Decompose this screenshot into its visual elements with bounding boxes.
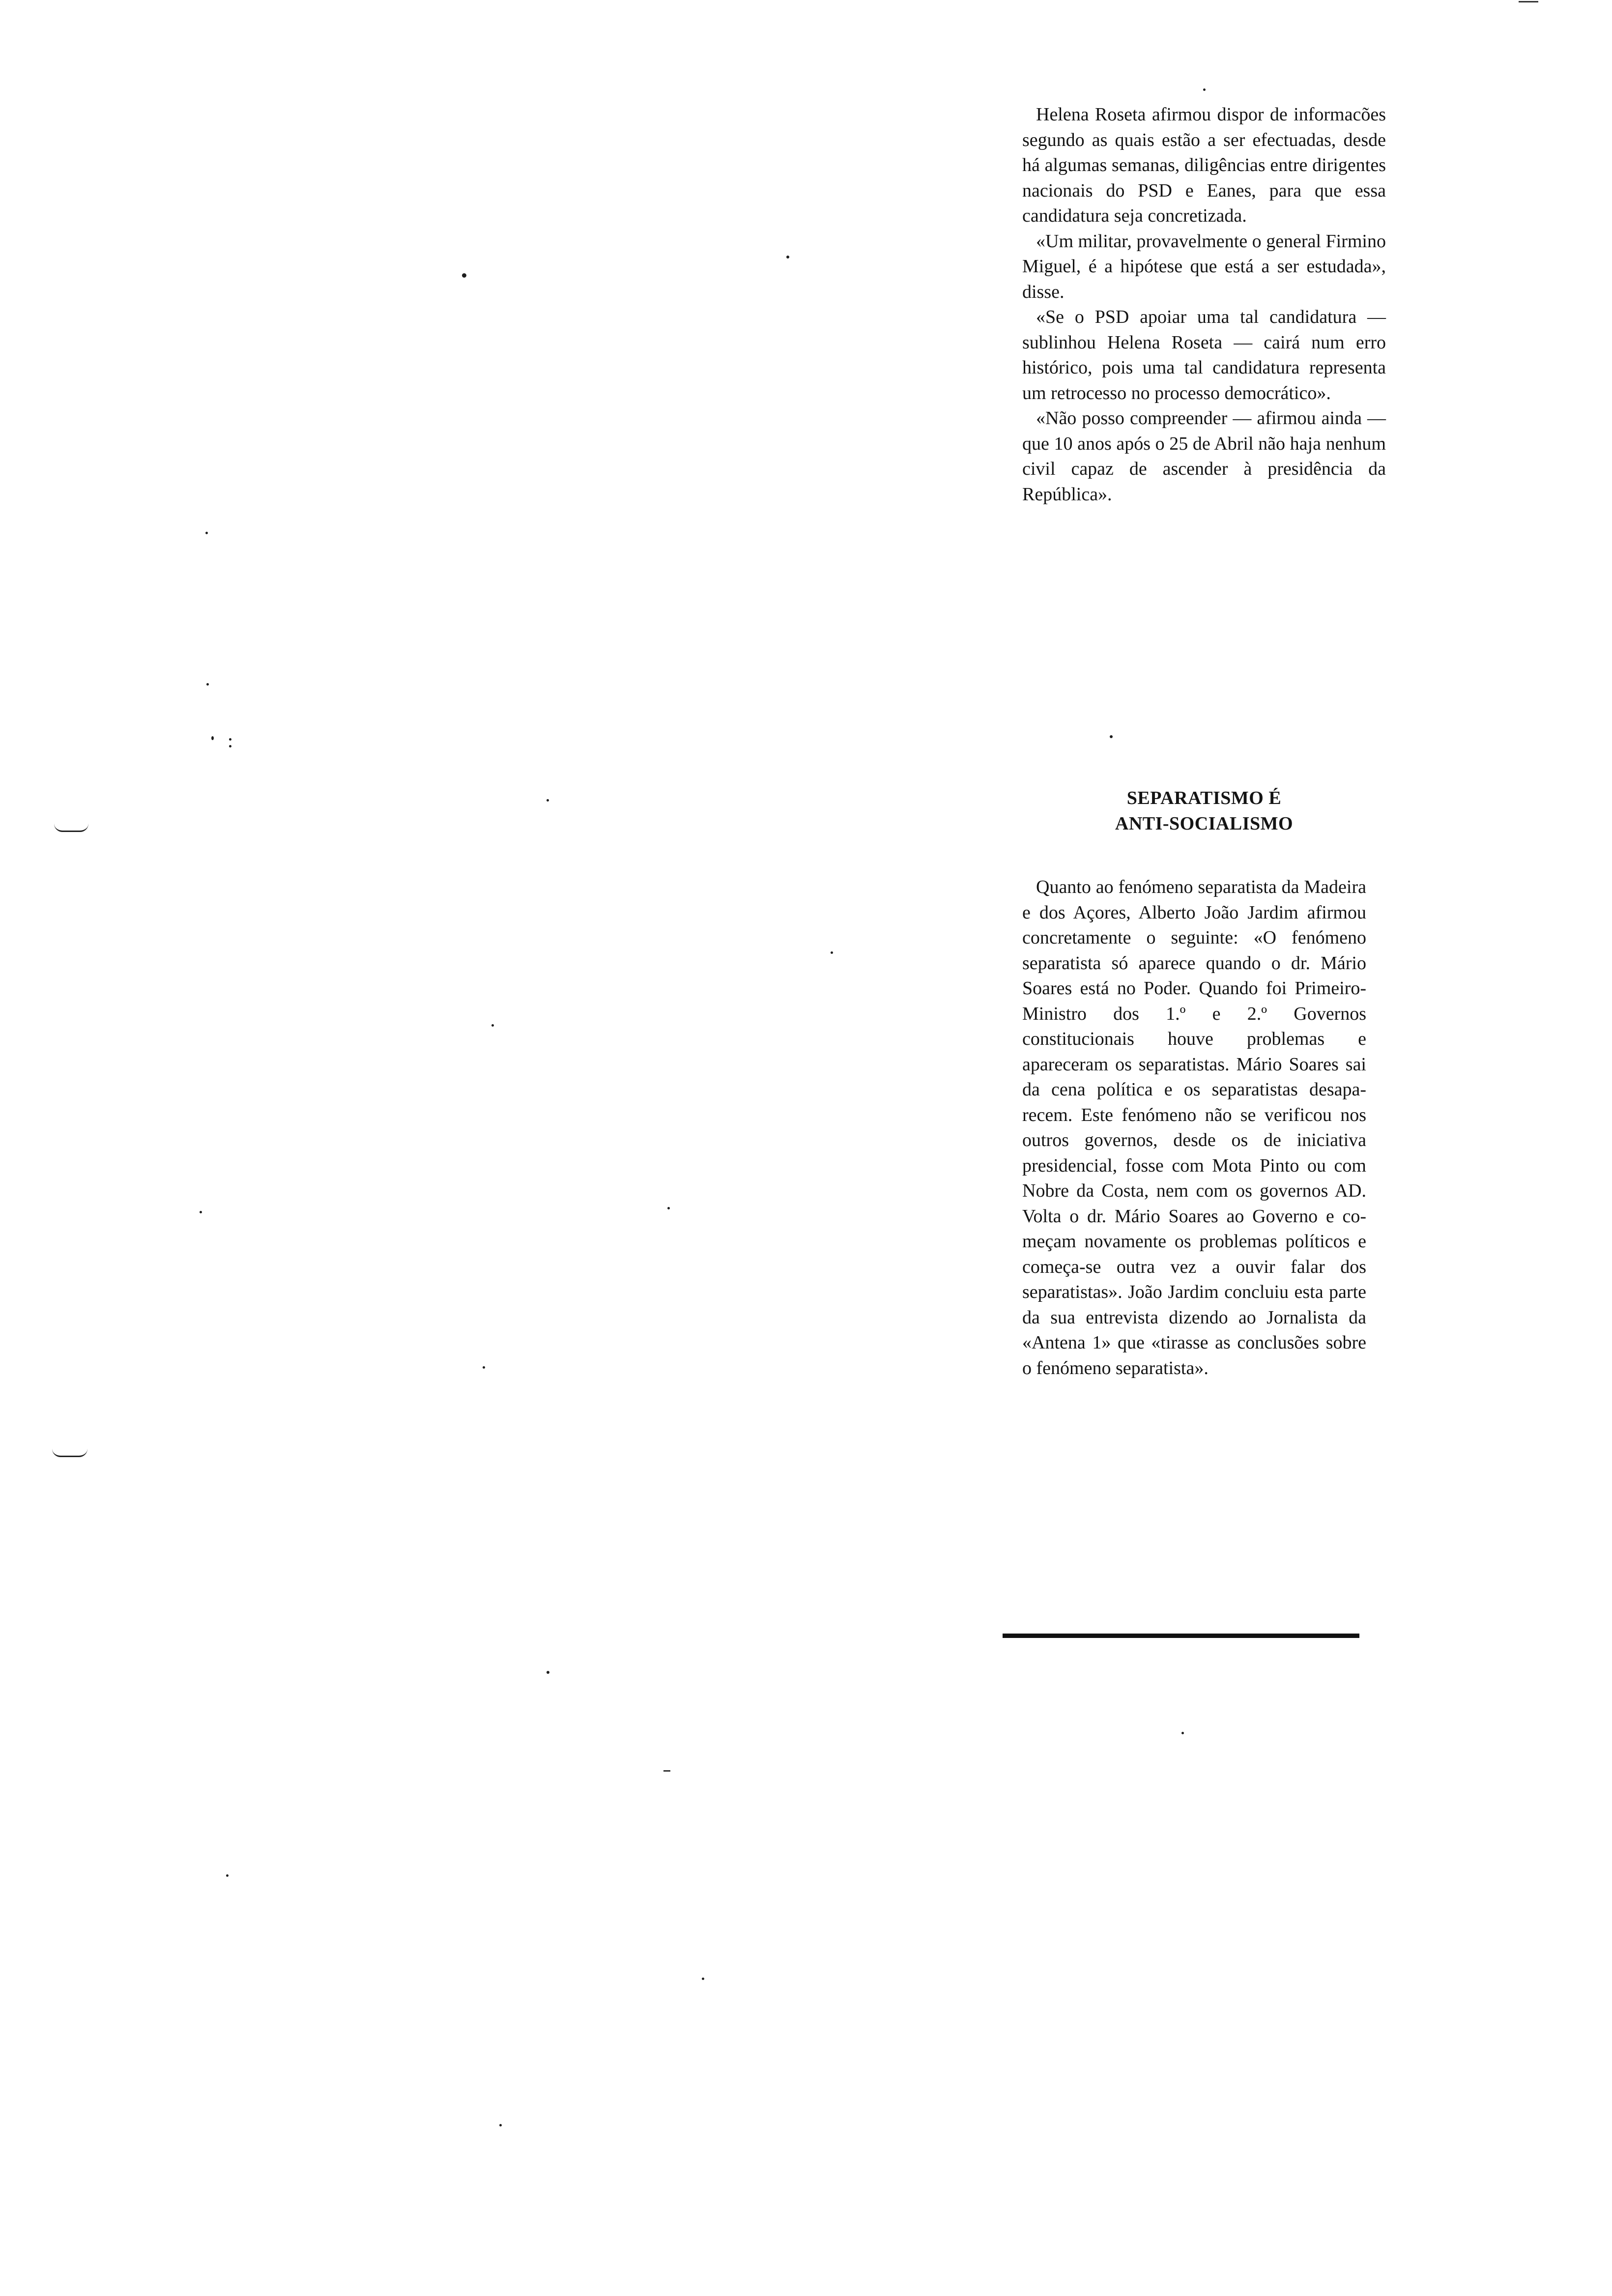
scan-speck — [226, 1874, 229, 1877]
article-column-bottom — [1022, 875, 1366, 1381]
paragraph: Quanto ao fenómeno separatista da Madeira e dos Açores, Alberto João Jardim afirmou concretamente o seguinte: «O fenómeno separatista só aparece quando o dr. Mário Soares está no Poder. Quando foi Primeiro-Ministro dos 1.º e 2.º Governos constitucionais houve problemas e apareceram os separatistas. Mário Soares sai da cena política e os separatistas desaparecem. Este fenómeno não se verificou nos outros governos, desde os de iniciativa presidencial, fosse com Mota Pinto ou com Nobre da Costa, nem com os governos AD. Volta o dr. Mário Soares ao Governo e começam novamente os problemas políticos e começa-se outra vez a ouvir falar dos separatistas». João Jardim concluiu esta parte da sua entrevista dizendo ao Jornalista da «Antena 1» que «tirasse as conclusões sobre o fenómeno separatista». — [1022, 877, 1366, 1378]
scan-speck — [491, 1024, 494, 1027]
paragraph: «Não posso compreender — afirmou ainda — que 10 anos após o 25 de Abril não haja nenhum civil capaz de ascender à presidência da República». — [1022, 408, 1386, 505]
scan-mark — [1519, 1, 1538, 2]
scan-speck — [1181, 1732, 1184, 1734]
scan-speck — [786, 256, 789, 258]
scan-speck — [200, 1211, 202, 1213]
article-column-top — [1022, 102, 1386, 507]
scan-speck — [1203, 88, 1206, 91]
scan-speck — [205, 532, 208, 534]
scan-speck — [229, 745, 231, 747]
scan-speck — [667, 1207, 670, 1209]
section-heading — [1032, 785, 1376, 836]
scan-speck — [702, 1978, 704, 1980]
scan-speck — [831, 951, 833, 954]
scan-mark — [52, 1449, 87, 1457]
scan-speck — [483, 1366, 485, 1369]
scan-speck — [1110, 735, 1113, 738]
article-end-rule — [1003, 1634, 1359, 1638]
scan-speck — [211, 736, 214, 740]
paragraph: «Um militar, provavelmente o general Firmino Miguel, é a hipótese que está a ser estudada», disse. — [1022, 230, 1386, 302]
scan-speck — [462, 273, 466, 278]
scan-speck — [499, 2124, 502, 2126]
scan-mark — [663, 1770, 670, 1772]
scan-speck — [547, 1671, 549, 1674]
paragraph: «Se o PSD apoiar uma tal candidatura — sublinhou Helena Roseta — cairá num erro histórico, pois uma tal candidatura representa um retrocesso no processo democrático». — [1022, 307, 1386, 403]
scan-speck — [206, 683, 209, 686]
scan-mark — [54, 824, 88, 832]
scan-speck — [229, 738, 231, 741]
scan-speck — [547, 799, 549, 802]
section-heading-line-1: SEPARATISMO É — [1126, 788, 1282, 808]
paragraph: Helena Roseta afirmou dispor de informacões segundo as quais estão a ser efectuadas, desde há algumas semanas, diligências entre dirigentes nacionais do PSD e Eanes, para que essa candidatura seja concretizada. — [1022, 104, 1386, 226]
section-heading-line-2: ANTI-SOCIALISMO — [1115, 813, 1294, 834]
